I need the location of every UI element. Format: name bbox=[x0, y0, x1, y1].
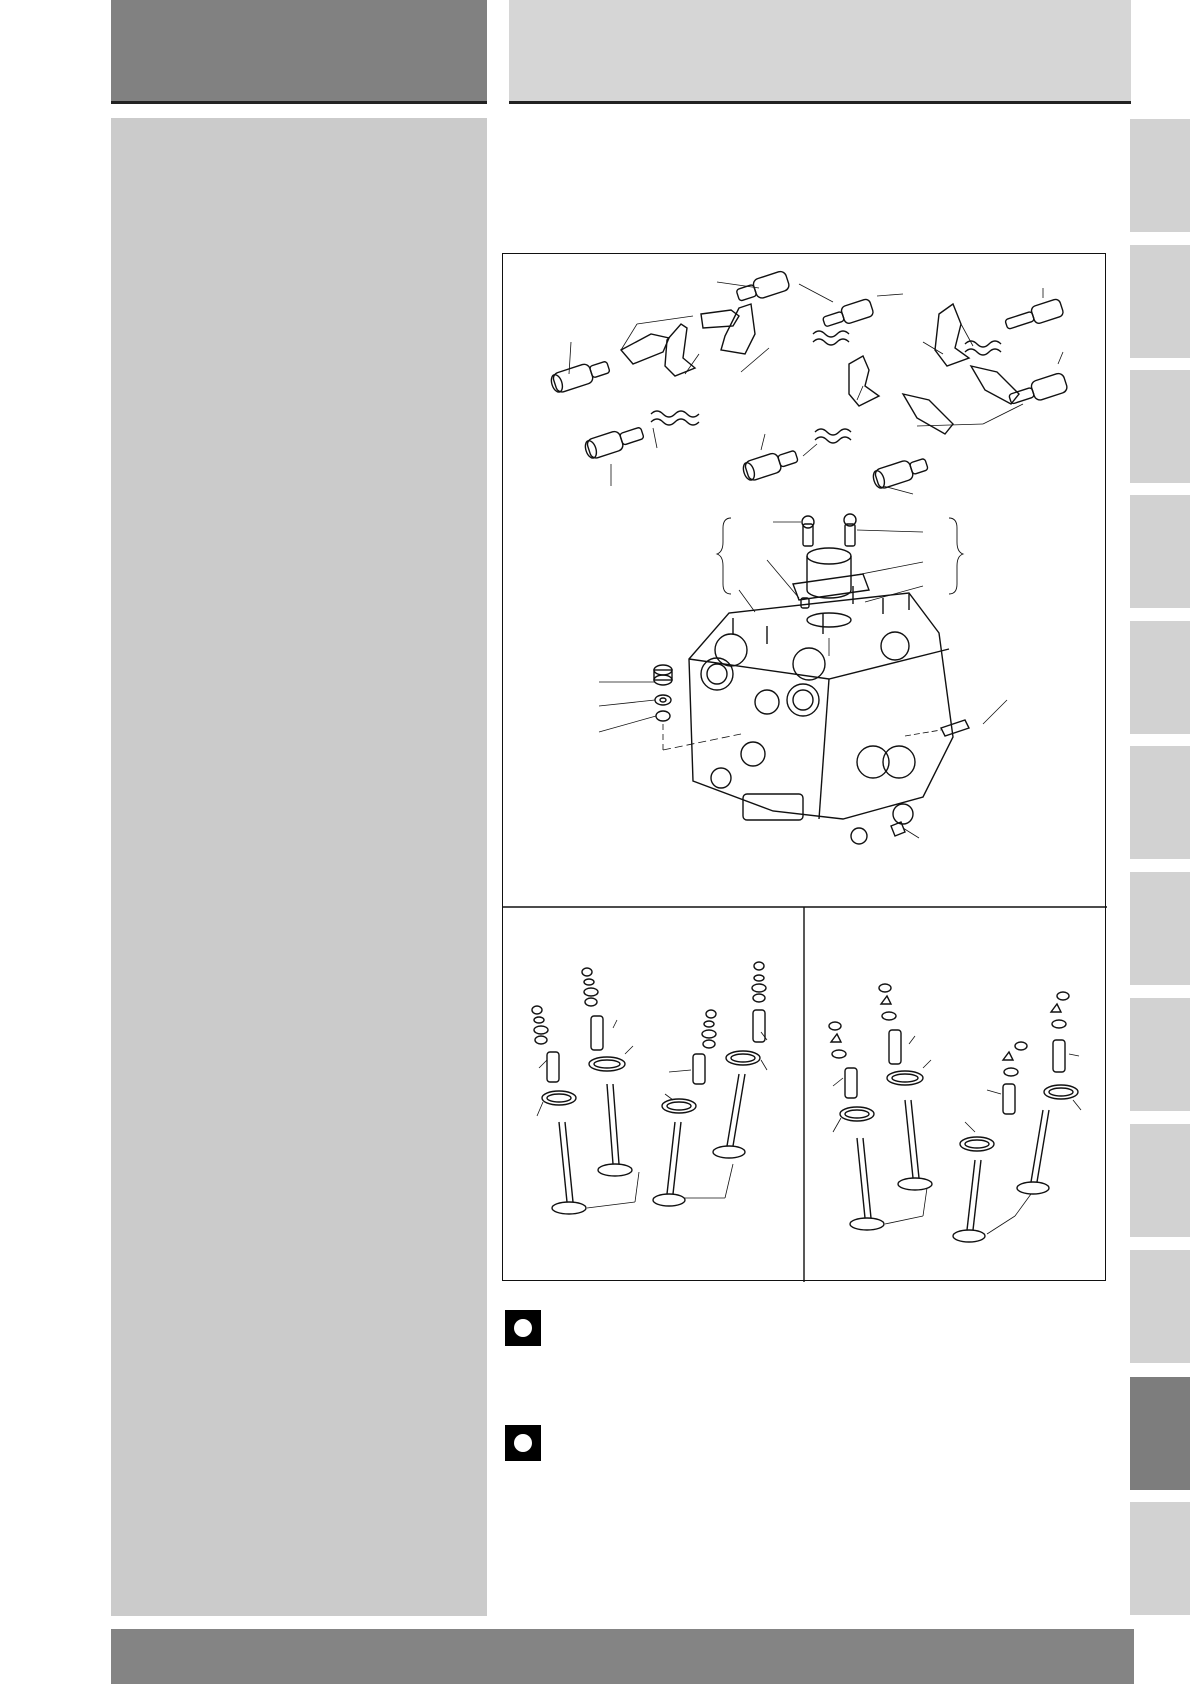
rocker-arms bbox=[621, 304, 1019, 434]
sidebar-panel bbox=[111, 118, 487, 1616]
cylinder-head-studs bbox=[733, 586, 909, 644]
chapter-tab-11-active[interactable] bbox=[1130, 1377, 1190, 1490]
chapter-tab-4[interactable] bbox=[1130, 495, 1190, 608]
circle-bullet-icon bbox=[505, 1425, 541, 1461]
valves-left-panel bbox=[532, 962, 767, 1214]
chapter-tab-8[interactable] bbox=[1130, 998, 1190, 1111]
figure-drawing bbox=[503, 254, 1107, 1282]
chapter-tab-6[interactable] bbox=[1130, 746, 1190, 859]
chapter-tab-12[interactable] bbox=[1130, 1502, 1190, 1615]
exploded-parts-figure bbox=[502, 253, 1106, 1281]
valves-right-panel bbox=[829, 984, 1081, 1242]
chapter-tab-1[interactable] bbox=[1130, 119, 1190, 232]
chapter-tab-2[interactable] bbox=[1130, 245, 1190, 358]
rocker-shaft-pins bbox=[549, 270, 1068, 490]
rocker-arm-assembly bbox=[549, 270, 1068, 494]
rocker-springs bbox=[651, 331, 1001, 443]
intake-flange bbox=[793, 514, 869, 627]
chapter-tab-3[interactable] bbox=[1130, 370, 1190, 483]
bracket-left bbox=[717, 518, 731, 594]
chapter-tab-9[interactable] bbox=[1130, 1124, 1190, 1237]
header-right-block bbox=[509, 0, 1131, 104]
rocker-leader-lines bbox=[569, 282, 1063, 494]
bracket-right bbox=[949, 518, 963, 594]
circle-bullet-icon bbox=[505, 1310, 541, 1346]
cylinder-head-assembly bbox=[599, 514, 1007, 844]
chapter-tab-10[interactable] bbox=[1130, 1250, 1190, 1363]
header-left-block bbox=[111, 0, 487, 104]
chapter-tab-5[interactable] bbox=[1130, 621, 1190, 734]
footer-bar bbox=[111, 1629, 1134, 1684]
nut-washer-seal bbox=[654, 665, 741, 750]
chapter-tab-7[interactable] bbox=[1130, 872, 1190, 985]
